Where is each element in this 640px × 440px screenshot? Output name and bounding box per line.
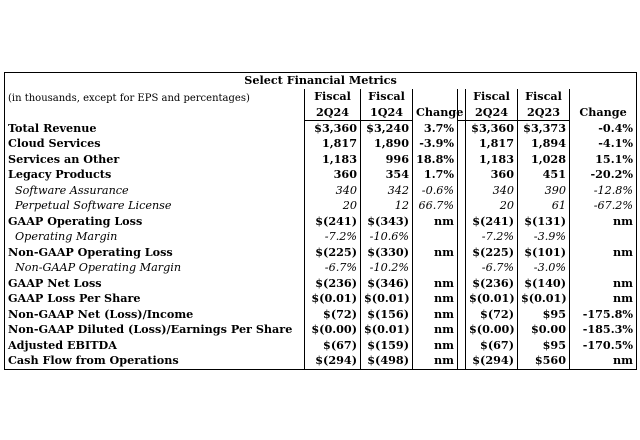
value-cell: 1,890: [361, 136, 413, 152]
value-cell: -3.0%: [518, 260, 570, 276]
value-cell: [466, 291, 518, 307]
table-row: [5, 136, 637, 152]
currency-amount: (131): [532, 213, 566, 228]
table-row: [5, 120, 637, 136]
value-cell: 12: [361, 198, 413, 214]
value-cell: 20: [305, 198, 361, 214]
currency-symbol: $: [315, 213, 324, 228]
currency-amount: (346): [375, 275, 409, 290]
currency-symbol: $: [521, 291, 529, 306]
table-row: [5, 229, 637, 245]
table-row: [5, 245, 637, 261]
table-row: [5, 291, 637, 307]
currency-amount: (225): [480, 244, 514, 259]
row-label: GAAP Loss Per Share: [8, 291, 141, 306]
value-cell: [305, 322, 361, 338]
value-cell: 340: [305, 183, 361, 199]
currency-amount: (241): [323, 213, 357, 228]
change-cell: -0.4%: [570, 120, 637, 136]
currency-symbol: $: [311, 291, 320, 306]
column-gap: [458, 322, 466, 338]
change-cell: -185.3%: [570, 322, 637, 338]
table-row: [5, 260, 637, 276]
header-c1-line2: 2Q24: [305, 104, 361, 120]
value-cell: [361, 338, 413, 354]
currency-symbol: $: [367, 244, 376, 259]
table-row: [5, 322, 637, 338]
currency-amount: (0.00): [319, 322, 357, 337]
currency-symbol: $: [472, 275, 481, 290]
column-gap: [458, 120, 466, 136]
currency-symbol: $: [315, 244, 324, 259]
currency-symbol: $: [480, 306, 488, 321]
row-label: Operating Margin: [15, 230, 118, 244]
currency-amount: (67): [487, 337, 514, 352]
value-cell: [466, 307, 518, 323]
change-cell: [413, 229, 458, 245]
table-row: [5, 276, 637, 292]
currency-amount: (0.01): [476, 291, 515, 306]
currency-amount: (72): [330, 306, 357, 321]
row-label: Non-GAAP Net (Loss)/Income: [8, 306, 194, 321]
value-cell: [305, 307, 361, 323]
table-row: [5, 353, 637, 369]
change-cell: nm: [413, 291, 458, 307]
currency-symbol: $: [472, 244, 481, 259]
units-note: (in thousands, except for EPS and percentages): [8, 92, 250, 104]
currency-amount: (0.01): [371, 322, 410, 337]
change-cell: -3.9%: [413, 136, 458, 152]
currency-amount: (294): [323, 353, 357, 368]
change-cell: nm: [570, 245, 637, 261]
currency-symbol: $: [524, 275, 533, 290]
currency-symbol: $: [534, 353, 543, 368]
value-cell: -10.6%: [361, 229, 413, 245]
column-gap: [458, 245, 466, 261]
currency-symbol: $: [524, 213, 533, 228]
change-cell: [413, 260, 458, 276]
table-row: [5, 167, 637, 183]
value-cell: 340: [492, 183, 514, 197]
currency-amount: (236): [323, 275, 357, 290]
value-cell: 1,183: [305, 152, 361, 168]
table-title-row: [5, 73, 637, 89]
value-cell: [518, 322, 570, 338]
currency-symbol: $: [323, 337, 331, 352]
value-cell: 996: [361, 152, 413, 168]
value-cell: [518, 338, 570, 354]
change-cell: 66.7%: [413, 198, 458, 214]
value-cell: [361, 245, 413, 261]
currency-amount: (72): [487, 306, 514, 321]
currency-amount: (498): [375, 353, 409, 368]
value-cell: [305, 245, 361, 261]
currency-amount: (0.01): [528, 291, 567, 306]
value-cell: [518, 245, 570, 261]
row-label: Perpetual Software License: [15, 199, 172, 213]
row-label: GAAP Operating Loss: [8, 213, 143, 228]
currency-symbol: $: [542, 306, 551, 321]
change-cell: -12.8%: [570, 183, 637, 199]
value-cell: [466, 276, 518, 292]
value-cell: [361, 322, 413, 338]
value-cell: [305, 214, 361, 230]
currency-symbol: $: [367, 306, 376, 321]
value-cell: [466, 322, 518, 338]
value-cell: 1,817: [305, 136, 361, 152]
value-cell: -7.2%: [481, 230, 514, 244]
currency-symbol: $: [469, 291, 477, 306]
change-cell: -0.6%: [413, 183, 458, 199]
column-gap: [458, 353, 466, 369]
value-cell: [518, 353, 570, 369]
value-cell: [466, 214, 518, 230]
currency-amount: (101): [532, 244, 566, 259]
header-c1-line1: Fiscal: [305, 89, 361, 105]
column-gap: [458, 89, 466, 105]
change-cell: -175.8%: [570, 307, 637, 323]
row-label: Software Assurance: [15, 183, 129, 197]
row-label: Cash Flow from Operations: [8, 353, 179, 368]
value-cell: 1,817: [478, 136, 514, 151]
currency-amount: (0.01): [371, 291, 410, 306]
value-cell: [361, 307, 413, 323]
change-cell: nm: [413, 276, 458, 292]
currency-symbol: $: [530, 322, 539, 337]
currency-symbol: $: [367, 353, 376, 368]
value-cell: 354: [361, 167, 413, 183]
value-cell: 1,894: [518, 136, 570, 152]
currency-amount: 95: [550, 306, 566, 321]
row-label: Non-GAAP Diluted (Loss)/Earnings Per Share: [8, 322, 293, 337]
currency-amount: (225): [323, 244, 357, 259]
change-cell: [570, 260, 637, 276]
column-gap: [458, 229, 466, 245]
value-cell: [361, 276, 413, 292]
header-c4-line1: Fiscal: [473, 89, 510, 103]
currency-amount: (156): [375, 306, 409, 321]
change-cell: 18.8%: [413, 152, 458, 168]
value-cell: 390: [518, 183, 570, 199]
column-gap: [458, 214, 466, 230]
row-label: GAAP Net Loss: [8, 275, 102, 290]
header-c4-line2: 2Q24: [466, 104, 518, 120]
header-c5-line2: 2Q23: [518, 104, 570, 120]
value-cell: [466, 338, 518, 354]
column-gap: [458, 338, 466, 354]
value-cell: -3.9%: [518, 229, 570, 245]
column-gap: [458, 276, 466, 292]
row-label: Total Revenue: [8, 120, 97, 135]
column-gap: [458, 152, 466, 168]
currency-symbol: $: [323, 306, 331, 321]
row-label: Legacy Products: [8, 167, 112, 182]
currency-amount: (294): [480, 353, 514, 368]
currency-amount: (140): [532, 275, 566, 290]
currency-amount: (241): [480, 213, 514, 228]
value-cell: [305, 276, 361, 292]
value-cell: $3,373: [518, 120, 570, 136]
row-label: Adjusted EBITDA: [8, 337, 117, 352]
value-cell: [361, 353, 413, 369]
currency-amount: 0.00: [538, 322, 566, 337]
value-cell: [361, 214, 413, 230]
change-cell: nm: [413, 322, 458, 338]
value-cell: [518, 291, 570, 307]
currency-symbol: $: [311, 322, 320, 337]
change-cell: 3.7%: [413, 120, 458, 136]
value-cell: -10.2%: [361, 260, 413, 276]
table-title: Select Financial Metrics: [244, 73, 397, 88]
value-cell: 61: [518, 198, 570, 214]
row-label: Cloud Services: [8, 136, 101, 151]
value-cell: 20: [499, 199, 514, 213]
currency-amount: 95: [550, 337, 566, 352]
row-label: Non-GAAP Operating Loss: [8, 244, 173, 259]
currency-symbol: $: [364, 322, 372, 337]
value-cell: 1,028: [518, 152, 570, 168]
change-cell: [570, 229, 637, 245]
change-cell: nm: [570, 214, 637, 230]
value-cell: [466, 353, 518, 369]
table-row: [5, 338, 637, 354]
currency-symbol: $: [364, 291, 372, 306]
column-gap: [458, 260, 466, 276]
financial-metrics-container: [4, 72, 636, 370]
currency-symbol: $: [469, 322, 477, 337]
currency-amount: (343): [375, 213, 409, 228]
value-cell: [305, 291, 361, 307]
change-cell: nm: [413, 245, 458, 261]
currency-symbol: $: [367, 337, 376, 352]
value-cell: [305, 353, 361, 369]
row-label: Non-GAAP Operating Margin: [15, 261, 182, 275]
header-c2-line1: Fiscal: [361, 89, 413, 105]
currency-symbol: $: [367, 275, 376, 290]
currency-symbol: $: [472, 353, 481, 368]
value-cell: 342: [361, 183, 413, 199]
financial-metrics-table: [4, 72, 637, 370]
currency-amount: (159): [375, 337, 409, 352]
currency-amount: 560: [542, 353, 566, 368]
column-gap: [458, 198, 466, 214]
value-cell: 451: [518, 167, 570, 183]
column-gap: [458, 136, 466, 152]
table-row: [5, 198, 637, 214]
currency-symbol: $: [480, 337, 488, 352]
table-row: [5, 183, 637, 199]
value-cell: 1,183: [478, 151, 514, 166]
currency-amount: (0.01): [319, 291, 357, 306]
change-cell: nm: [413, 338, 458, 354]
currency-symbol: $: [524, 244, 533, 259]
value-cell: -6.7%: [305, 260, 361, 276]
currency-symbol: $: [542, 337, 551, 352]
change-cell: nm: [413, 307, 458, 323]
table-row: [5, 307, 637, 323]
change-cell: -4.1%: [570, 136, 637, 152]
change-cell: 1.7%: [413, 167, 458, 183]
change-cell: nm: [570, 276, 637, 292]
table-row: [5, 214, 637, 230]
value-cell: 360: [305, 167, 361, 183]
row-label: Services an Other: [8, 151, 120, 166]
column-gap: [458, 291, 466, 307]
currency-amount: (67): [330, 337, 357, 352]
column-gap: [458, 307, 466, 323]
column-gap: [458, 183, 466, 199]
change-cell: 15.1%: [570, 152, 637, 168]
currency-amount: (330): [375, 244, 409, 259]
currency-symbol: $: [367, 213, 376, 228]
value-cell: [361, 291, 413, 307]
value-cell: [518, 276, 570, 292]
value-cell: -7.2%: [305, 229, 361, 245]
currency-amount: (0.00): [476, 322, 515, 337]
change-cell: nm: [570, 353, 637, 369]
value-cell: [466, 245, 518, 261]
value-cell: [518, 214, 570, 230]
value-cell: [518, 307, 570, 323]
value-cell: $3,360: [305, 120, 361, 136]
currency-symbol: $: [472, 213, 481, 228]
value-cell: [305, 338, 361, 354]
header-c5-line1: Fiscal: [518, 89, 570, 105]
value-cell: $3,240: [361, 120, 413, 136]
header-c2-line2: 1Q24: [361, 104, 413, 120]
table-row: [5, 152, 637, 168]
header-change-1: Change: [413, 89, 458, 121]
value-cell: -6.7%: [481, 261, 514, 275]
column-gap: [458, 167, 466, 183]
value-cell: $3,360: [471, 120, 514, 135]
header-change-2: Change: [570, 89, 637, 121]
currency-symbol: $: [315, 353, 324, 368]
change-cell: -170.5%: [570, 338, 637, 354]
header-row-1: [5, 89, 637, 105]
change-cell: nm: [570, 291, 637, 307]
currency-symbol: $: [315, 275, 324, 290]
change-cell: -67.2%: [570, 198, 637, 214]
value-cell: 360: [490, 167, 514, 182]
change-cell: nm: [413, 214, 458, 230]
currency-amount: (236): [480, 275, 514, 290]
change-cell: -20.2%: [570, 167, 637, 183]
change-cell: nm: [413, 353, 458, 369]
